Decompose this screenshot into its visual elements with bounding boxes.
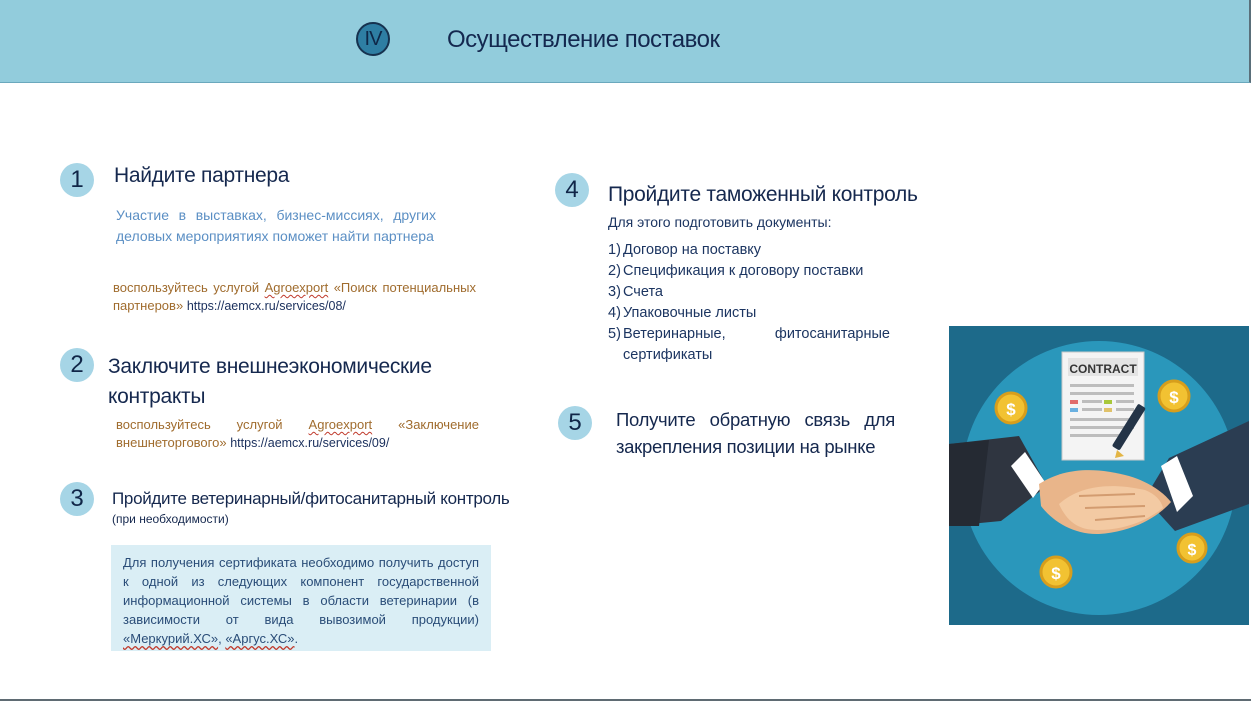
step-3-note: (при необходимости) (112, 512, 229, 526)
step-4-number: 4 (555, 173, 589, 207)
list-item: 3) Счета (608, 284, 663, 300)
header-bar (0, 0, 1251, 83)
step-1-service-prefix: воспользуйтесь услугой (113, 280, 260, 295)
step-4-heading: Пройдите таможенный контроль (608, 183, 918, 206)
step-2-link[interactable]: https://aemcx.ru/services/09/ (230, 436, 390, 450)
step-2-service-brand: Agroexport (308, 417, 373, 432)
section-number-badge: IV (356, 22, 390, 56)
svg-text:CONTRACT: CONTRACT (1069, 362, 1137, 376)
coin-icon (1159, 381, 1189, 411)
step-2-heading-line2: контракты (108, 385, 206, 408)
page-title: Осуществление поставок (447, 26, 720, 53)
step-1-service-brand: Agroexport (264, 280, 329, 295)
svg-text:$: $ (1051, 564, 1061, 583)
step-3-heading: Пройдите ветеринарный/фитосанитарный контроль (112, 489, 510, 508)
coin-icon (996, 393, 1026, 423)
step-2-service-name: «Заключение внешнеторгового» (116, 417, 479, 450)
list-item: 4) Упаковочные листы (608, 305, 757, 321)
step-3-info-box (111, 545, 491, 651)
step-4-intro: Для этого подготовить документы: (608, 214, 832, 230)
step-5-number: 5 (558, 406, 592, 440)
step-2-service-prefix: воспользуйтесь услугой (116, 417, 283, 432)
info-end: . (294, 631, 299, 646)
info-separator: , (218, 631, 226, 646)
step-1-service (113, 279, 476, 315)
step-5-heading-line2: закрепления позиции на рынке (616, 436, 876, 457)
step-1-description: Участие в выставках, бизнес-миссиях, других деловых мероприятиях поможет найти партнера (116, 207, 436, 244)
step-2-heading-line1: Заключите внешнеэкономические (108, 355, 432, 378)
step-2-heading (108, 352, 432, 412)
handshake-contract-illustration (949, 326, 1249, 625)
svg-text:$: $ (1169, 388, 1179, 407)
list-item: 1) Договор на поставку (608, 242, 762, 258)
step-5-heading-line1: Получите обратную связь для (616, 409, 895, 430)
list-item: 2) Спецификация к договору поставки (608, 263, 864, 279)
step-3-info-text: Для получения сертификата необходимо получить доступ к одной из следующих компонент государственной информационной системы в области ветеринарии (в зависимости от вида вывозимой продукции) (123, 555, 479, 627)
svg-text:$: $ (1006, 400, 1016, 419)
mercury-system-name: «Меркурий.ХС» (123, 631, 219, 646)
svg-text:$: $ (1187, 542, 1197, 559)
step-1-service-name: «Поиск потенциальных партнеров» (113, 280, 476, 313)
coin-icon (1178, 534, 1206, 562)
step-1-number: 1 (60, 163, 94, 197)
list-item: 5) Ветеринарные, фитосанитарные (608, 326, 890, 342)
step-5-heading (616, 406, 895, 460)
list-item: сертификаты (623, 347, 713, 363)
argus-system-name: «Аргус.ХС» (225, 631, 295, 646)
step-3-number: 3 (60, 482, 94, 516)
step-1-heading: Найдите партнера (114, 164, 290, 187)
step-2-service (116, 416, 479, 452)
step-2-number: 2 (60, 348, 94, 382)
contract-document-icon (1062, 352, 1144, 460)
documents-list (608, 240, 890, 366)
step-1-link[interactable]: https://aemcx.ru/services/08/ (186, 299, 346, 313)
coin-icon (1041, 557, 1071, 587)
